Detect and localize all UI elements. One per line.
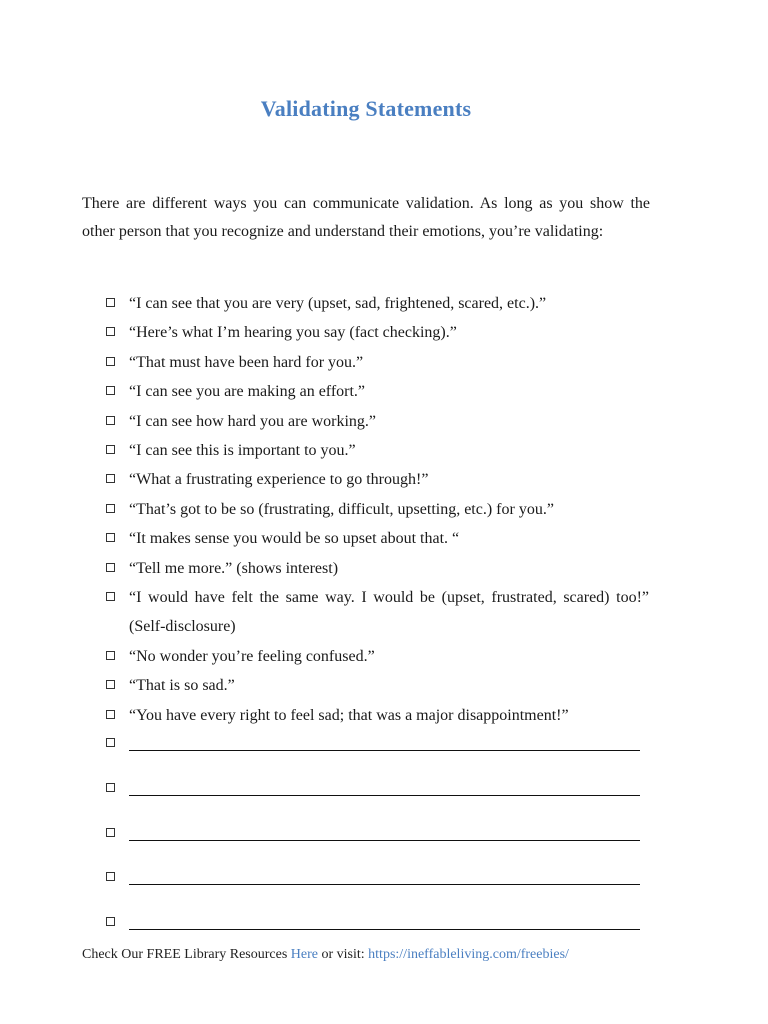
- checkbox-icon[interactable]: [106, 710, 115, 719]
- list-item: [0, 642, 649, 671]
- blank-list-item: [0, 773, 768, 818]
- statement-text: “What a frustrating experience to go through!”: [129, 471, 429, 489]
- list-item: [0, 671, 649, 700]
- checkbox-icon[interactable]: [106, 651, 115, 660]
- statement-text: “I can see how hard you are working.”: [129, 412, 377, 430]
- checkbox-icon[interactable]: [106, 474, 115, 483]
- checkbox-icon[interactable]: [106, 533, 115, 542]
- list-item: [0, 377, 649, 406]
- checkbox-icon[interactable]: [106, 592, 115, 601]
- checkbox-icon[interactable]: [106, 917, 115, 926]
- statement-list: [0, 289, 768, 730]
- list-item: [0, 495, 649, 524]
- statement-text: “Here’s what I’m hearing you say (fact checking).”: [129, 324, 457, 342]
- blank-write-line[interactable]: [129, 795, 640, 796]
- statement-text: “That is so sad.”: [129, 677, 235, 695]
- list-item: [0, 407, 649, 436]
- checkbox-icon[interactable]: [106, 504, 115, 513]
- blank-list-item: [0, 728, 768, 773]
- blank-write-line[interactable]: [129, 884, 640, 885]
- checkbox-icon[interactable]: [106, 357, 115, 366]
- statement-text: “You have every right to feel sad; that was a major disappointment!”: [129, 706, 569, 724]
- checkbox-icon[interactable]: [106, 872, 115, 881]
- statement-text: “That must have been hard for you.”: [129, 353, 364, 371]
- statement-text: “I can see that you are very (upset, sad, frightened, scared, etc.).”: [129, 295, 547, 312]
- list-item: [0, 583, 649, 642]
- statement-text: “Tell me more.” (shows interest): [129, 559, 339, 577]
- checkbox-icon[interactable]: [106, 416, 115, 425]
- checkbox-icon[interactable]: [106, 828, 115, 837]
- blank-write-line[interactable]: [129, 750, 640, 751]
- blank-statement-list: [0, 728, 768, 952]
- footer-middle: or visit:: [318, 947, 369, 962]
- intro-paragraph: There are different ways you can communicate validation. As long as you show the other person that you recognize and understand their emotions, you’re validating:: [82, 195, 650, 241]
- blank-list-item: [0, 818, 768, 863]
- footer-prefix: Check Our FREE Library Resources: [82, 947, 291, 962]
- checkbox-icon[interactable]: [106, 738, 115, 747]
- list-item: [0, 465, 649, 494]
- list-item: [0, 318, 649, 347]
- list-item: [0, 701, 649, 730]
- checkbox-icon[interactable]: [106, 386, 115, 395]
- here-link[interactable]: Here: [290, 947, 318, 962]
- checkbox-icon[interactable]: [106, 563, 115, 572]
- blank-list-item: [0, 907, 768, 952]
- list-item: [0, 554, 649, 583]
- checkbox-icon[interactable]: [106, 327, 115, 336]
- checkbox-icon[interactable]: [106, 445, 115, 454]
- blank-write-line[interactable]: [129, 840, 640, 841]
- list-item: [0, 348, 649, 377]
- statement-text: “I would have felt the same way. I would be (upset, frustrated, scared) too!” (Self-disclosure): [129, 589, 649, 636]
- checkbox-icon[interactable]: [106, 680, 115, 689]
- blank-write-line[interactable]: [129, 929, 640, 930]
- statement-text: “I can see this is important to you.”: [129, 442, 356, 460]
- page-title: Validating Statements: [260, 96, 472, 121]
- blank-list-item: [0, 862, 768, 907]
- checkbox-icon[interactable]: [106, 298, 115, 307]
- statement-text: “It makes sense you would be so upset about that. “: [129, 530, 460, 548]
- statement-text: “That’s got to be so (frustrating, difficult, upsetting, etc.) for you.”: [129, 500, 554, 518]
- list-item: [0, 436, 649, 465]
- footer: [82, 947, 569, 963]
- freebies-url-link[interactable]: https://ineffableliving.com/freebies/: [368, 947, 569, 962]
- statement-text: “I can see you are making an effort.”: [129, 383, 366, 401]
- list-item: [0, 289, 649, 318]
- list-item: [0, 524, 649, 553]
- checkbox-icon[interactable]: [106, 783, 115, 792]
- statement-text: “No wonder you’re feeling confused.”: [129, 647, 375, 665]
